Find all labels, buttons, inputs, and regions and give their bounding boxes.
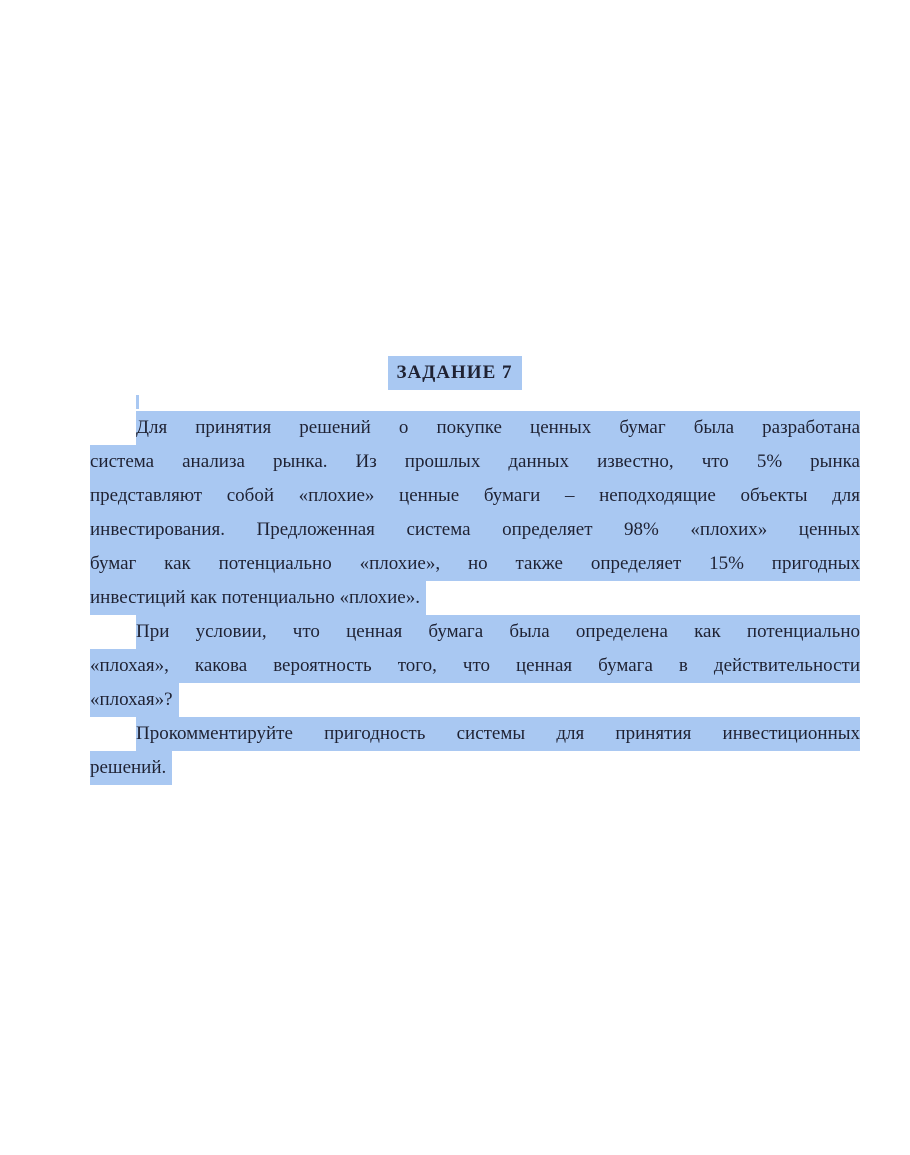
task-title	[0, 356, 910, 390]
text-line: При условии, что ценная бумага была определена как потенциально	[90, 615, 860, 649]
text-line-fill: «плохая»?	[90, 683, 179, 717]
text-line: Для принятия решений о покупке ценных бумаг была разработана	[90, 411, 860, 445]
task-body[interactable]	[90, 411, 860, 785]
selection-start-marker	[136, 395, 139, 409]
text-line: система анализа рынка. Из прошлых данных известно, что 5% рынка	[90, 445, 860, 479]
text-line-fill: решений.	[90, 751, 172, 785]
task-title-text: ЗАДАНИЕ 7	[388, 356, 521, 390]
text-line: инвестирования. Предложенная система определяет 98% «плохих» ценных	[90, 513, 860, 547]
text-line: Прокомментируйте пригодность системы для принятия инвестиционных	[90, 717, 860, 751]
text-line-fill: инвестиций как потенциально «плохие».	[90, 581, 426, 615]
text-line: представляют собой «плохие» ценные бумаги – неподходящие объекты для	[90, 479, 860, 513]
text-line: «плохая», какова вероятность того, что ценная бумага в действительности	[90, 649, 860, 683]
text-line-last	[90, 751, 860, 785]
text-line-last	[90, 683, 860, 717]
text-line-last	[90, 581, 860, 615]
text-line: бумаг как потенциально «плохие», но также определяет 15% пригодных	[90, 547, 860, 581]
